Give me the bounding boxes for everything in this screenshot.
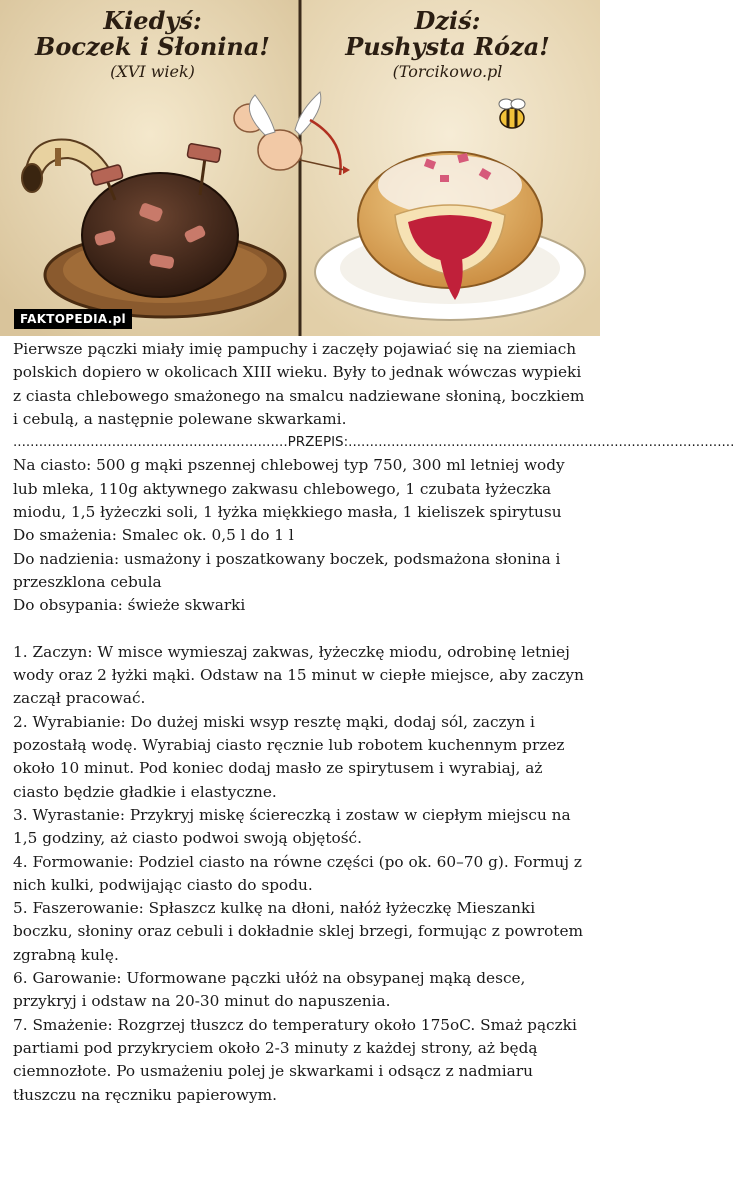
step-item: 1. Zaczyn: W misce wymieszaj zakwas, łyżeczkę miodu, odrobinę letniej wody oraz 2 łyżki mąki. Odstaw na 15 minut w ciepłe miejsce, aby zaczyn zaczął pracować. xyxy=(13,642,584,708)
spacer xyxy=(13,618,590,641)
caption-right-line2: Pushysta Róza! xyxy=(345,32,550,62)
caption-left-line3: (XVI wiek) xyxy=(110,61,195,81)
caption-right-line3: (Torcikowo.pl xyxy=(392,61,503,81)
watermark: FAKTOPEDIA.pl xyxy=(14,309,132,329)
recipe-divider: ................................................................PRZEPIS:.......................................................................................... xyxy=(13,434,734,451)
step-item: 6. Garowanie: Uformowane pączki ułóż na obsypanej mąką desce, przykryj i odstaw na 20-30 minut do napuszenia. xyxy=(13,969,526,1011)
caption-right-line1: Dziś: xyxy=(414,6,481,35)
ingredient-line: Na ciasto: 500 g mąki pszennej chlebowej typ 750, 300 ml letniej wody lub mleka, 110g aktywnego zakwasu chlebowego, 1 czubata łyżeczka miodu, 1,5 łyżeczki soli, 1 łyżka miękkiego masła, 1 kieliszek spirytusu xyxy=(13,456,565,522)
ingredient-line: Do smażenia: Smalec ok. 0,5 l do 1 l xyxy=(13,526,294,545)
bee-icon xyxy=(499,99,525,128)
caption-left-line2: Boczek i Słonina! xyxy=(35,32,270,62)
step-item: 3. Wyrastanie: Przykryj miskę ściereczką i zostaw w ciepłym miejscu na 1,5 godziny, aż ciasto podwoi swoją objętość. xyxy=(13,805,571,848)
step-item: 4. Formowanie: Podziel ciasto na równe części (po ok. 60–70 g). Formuj z nich kulki, podwijając ciasto do spodu. xyxy=(13,852,582,894)
caption-right xyxy=(325,8,570,80)
ingredient-line: Do nadzienia: usmażony i poszatkowany boczek, podsmażona słonina i przeszklona cebula xyxy=(13,549,561,591)
intro-paragraph: Pierwsze pączki miały imię pampuchy i zaczęły pojawiać się na ziemiach polskich dopiero w okolicach XIII wieku. Były to jednak wówczas wypieki z ciasta chlebowego smażonego na smalcu nadziewane słoniną, boczkiem i cebulą, a następnie polewane skwarkami. xyxy=(13,340,585,428)
article-body xyxy=(0,336,734,1107)
step-item: 2. Wyrabianie: Do dużej miski wsyp resztę mąki, dodaj sól, zaczyn i pozostałą wodę. Wyrabiaj ciasto ręcznie lub robotem kuchennym przez około 10 minut. Pod koniec dodaj masło ze spirytusem i wyrabiaj, aż ciasto będzie gładkie i elastyczne. xyxy=(13,712,565,801)
ingredient-line: Do obsypania: świeże skwarki xyxy=(13,596,246,615)
hero-illustration xyxy=(0,0,600,336)
step-item: 7. Smażenie: Rozgrzej tłuszcz do temperatury około 175oC. Smaż pączki partiami pod przykryciem około 2-3 minuty z każdej strony, aż będą ciemnozłote. Po usmażeniu polej je skwarkami i odsącz z nadmiaru tłuszczu na ręczniku papierowym. xyxy=(13,1015,577,1104)
step-item: 5. Faszerowanie: Spłaszcz kulkę na dłoni, nałóż łyżeczkę Mieszanki boczku, słoniny oraz cebuli i dokładnie sklej brzegi, formując z powrotem zgrabną kulę. xyxy=(13,899,583,964)
caption-left xyxy=(30,8,275,80)
caption-left-line1: Kiedyś: xyxy=(103,6,202,35)
